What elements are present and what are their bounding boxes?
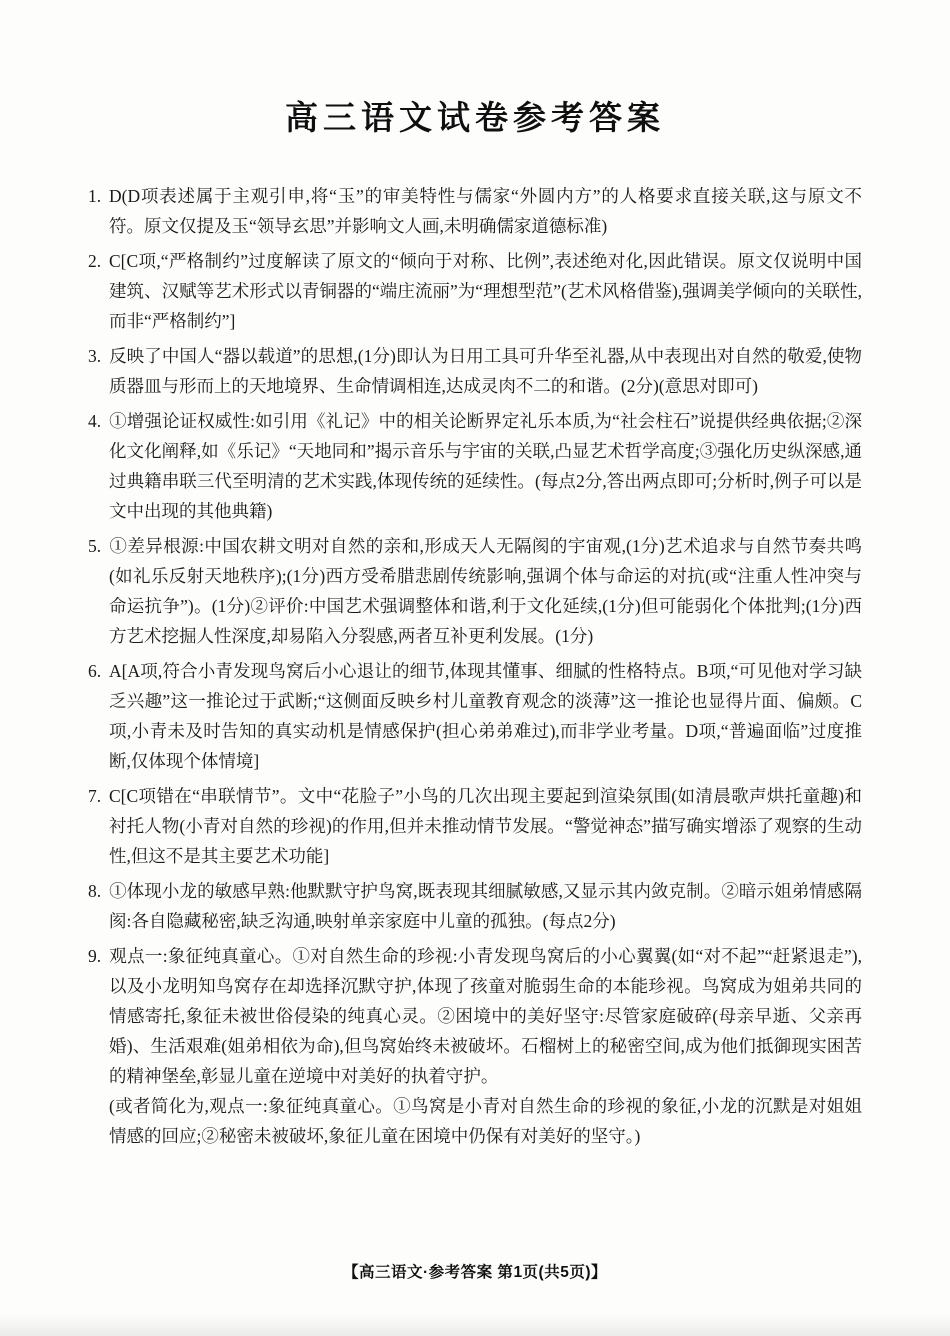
scan-edge xyxy=(0,1314,950,1336)
answer-item-5 xyxy=(88,531,862,651)
answer-item-3 xyxy=(88,341,862,401)
answer-item-4 xyxy=(88,406,862,526)
page-footer: 【高三语文·参考答案 第1页(共5页)】 xyxy=(342,1264,608,1281)
answer-text: ①体现小龙的敏感早熟:他默默守护鸟窝,既表现其细腻敏感,又显示其内敛克制。②暗示姐弟情感隔阂:各自隐藏秘密,缺乏沟通,映射单亲家庭中儿童的孤独。(每点2分) xyxy=(109,881,862,931)
answer-text: D(D项表述属于主观引申,将“玉”的审美特性与儒家“外圆内方”的人格要求直接关联,这与原文不符。原文仅提及玉“领导玄思”并影响文人画,未明确儒家道德标准) xyxy=(109,186,862,236)
answer-alt-note: (或者简化为,观点一:象征纯真童心。①鸟窝是小青对自然生命的珍视的象征,小龙的沉默是对姐姐情感的回应;②秘密未被破坏,象征儿童在困境中仍保有对美好的坚守。) xyxy=(109,1096,862,1146)
answer-number: 7. xyxy=(88,786,102,806)
answer-number: 6. xyxy=(88,661,102,681)
answer-number: 8. xyxy=(88,881,102,901)
answer-text: ①差异根源:中国农耕文明对自然的亲和,形成天人无隔阂的宇宙观,(1分)艺术追求与自然节奏共鸣(如礼乐反射天地秩序);(1分)西方受希腊悲剧传统影响,强调个体与命运的对抗(或“注重人性冲突与命运抗争”)。(1分)②评价:中国艺术强调整体和谐,利于文化延续,(1分)但可能弱化个体批判;(1分)西方艺术挖掘人性深度,却易陷入分裂感,两者互补更利发展。(1分) xyxy=(109,536,862,646)
answer-item-2 xyxy=(88,246,862,336)
answer-text: 观点一:象征纯真童心。①对自然生命的珍视:小青发现鸟窝后的小心翼翼(如“对不起”“赶紧退走”),以及小龙明知鸟窝存在却选择沉默守护,体现了孩童对脆弱生命的本能珍视。鸟窝成为姐弟共同的情感寄托,象征未被世俗侵染的纯真心灵。②困境中的美好坚守:尽管家庭破碎(母亲早逝、父亲再婚)、生活艰难(姐弟相依为命),但鸟窝始终未被破坏。石榴树上的秘密空间,成为他们抵御现实困苦的精神堡垒,彰显儿童在逆境中对美好的执着守护。 xyxy=(109,946,862,1086)
answer-number: 4. xyxy=(88,411,102,431)
answers-list xyxy=(88,181,862,1151)
answer-text: A[A项,符合小青发现鸟窝后小心退让的细节,体现其懂事、细腻的性格特点。B项,“可见他对学习缺乏兴趣”这一推论过于武断;“这侧面反映乡村儿童教育观念的淡薄”这一推论也显得片面、偏颇。C项,小青未及时告知的真实动机是情感保护(担心弟弟难过),而非学业考量。D项,“普遍面临”过度推断,仅体现个体情境] xyxy=(109,661,862,771)
answer-item-1 xyxy=(88,181,862,241)
answer-text: 反映了中国人“器以载道”的思想,(1分)即认为日用工具可升华至礼器,从中表现出对自然的敬爱,使物质器皿与形而上的天地境界、生命情调相连,达成灵肉不二的和谐。(2分)(意思对即可) xyxy=(109,346,862,396)
answer-number: 5. xyxy=(88,536,102,556)
page-title: 高三语文试卷参考答案 xyxy=(285,99,665,136)
answer-number: 2. xyxy=(88,251,102,271)
answer-number: 9. xyxy=(88,946,102,966)
answer-text: C[C项错在“串联情节”。文中“花脸子”小鸟的几次出现主要起到渲染氛围(如清晨歌声烘托童趣)和衬托人物(小青对自然的珍视)的作用,但并未推动情节发展。“警觉神态”描写确实增添了观察的生动性,但这不是其主要艺术功能] xyxy=(109,786,862,866)
answer-item-6 xyxy=(88,656,862,776)
answer-item-8 xyxy=(88,876,862,936)
answer-text: C[C项,“严格制约”过度解读了原文的“倾向于对称、比例”,表述绝对化,因此错误。原文仅说明中国建筑、汉赋等艺术形式以青铜器的“端庄流丽”为“理想型范”(艺术风格借鉴),强调美学倾向的关联性,而非“严格制约”] xyxy=(109,251,862,331)
answer-number: 3. xyxy=(88,346,102,366)
answer-text: ①增强论证权威性:如引用《礼记》中的相关论断界定礼乐本质,为“社会柱石”说提供经典依据;②深化文化阐释,如《乐记》“天地同和”揭示音乐与宇宙的关联,凸显艺术哲学高度;③强化历史纵深感,通过典籍串联三代至明清的艺术实践,体现传统的延续性。(每点2分,答出两点即可;分析时,例子可以是文中出现的其他典籍) xyxy=(109,411,862,521)
answer-item-9 xyxy=(88,941,862,1151)
answer-number: 1. xyxy=(88,186,102,206)
answer-item-7 xyxy=(88,781,862,871)
